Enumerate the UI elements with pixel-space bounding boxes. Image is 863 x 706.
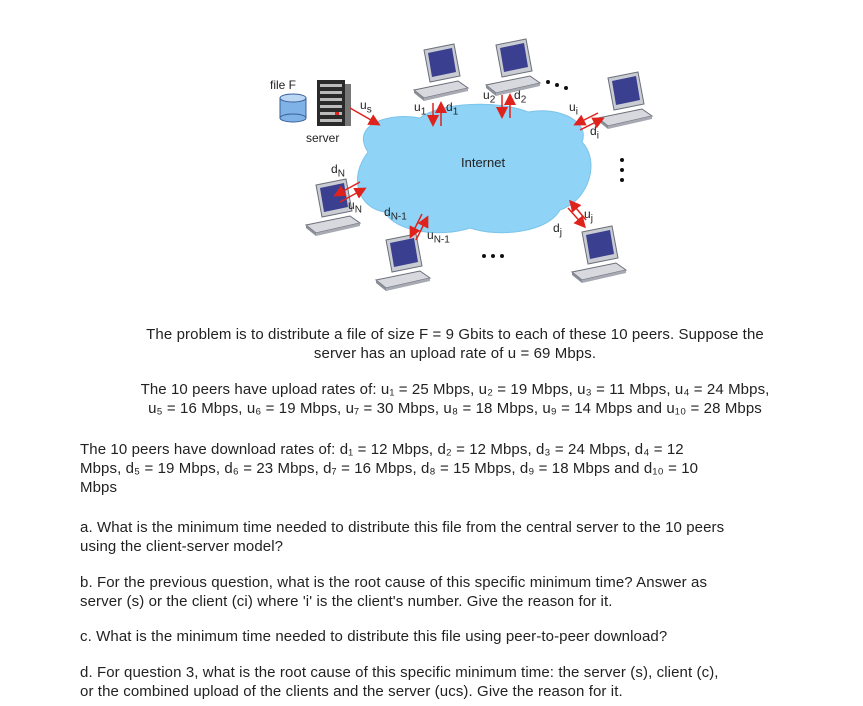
dn-label: $d_N$ [331, 162, 345, 180]
ui-label: $u_i$ [569, 100, 578, 118]
peer-j-laptop-icon [572, 226, 626, 283]
file-cylinder-icon [280, 94, 306, 122]
question-a [80, 518, 840, 556]
question-a-line-1: a. What is the minimum time needed to distribute this file from the central server to the 10 peers [80, 519, 725, 536]
download-line-3: Mbps [80, 479, 118, 496]
u2-label: $u_2$ [483, 88, 496, 106]
ellipsis-dots-top [546, 80, 568, 90]
peer-n1-laptop-icon [376, 234, 430, 291]
server-label: server [306, 131, 340, 145]
intro-paragraph [60, 325, 850, 363]
peer-1-laptop-icon [414, 44, 468, 101]
peer-i-laptop-icon [598, 72, 652, 129]
ellipsis-dots-bottom [482, 254, 504, 258]
d1-label: $d_1$ [446, 100, 459, 118]
question-a-line-2: using the client-server model? [80, 538, 284, 555]
dj-label: $d_j$ [553, 221, 562, 239]
u1-label: $u_1$ [414, 100, 427, 118]
question-d [80, 663, 840, 701]
un-label: $u_N$ [348, 198, 362, 216]
download-rates-paragraph [80, 440, 840, 497]
dj-arrow [568, 208, 584, 226]
dn1-label: $d_{N-1}$ [384, 205, 407, 223]
question-b [80, 573, 840, 611]
p2p-network-diagram [0, 0, 863, 300]
question-c [80, 627, 840, 646]
download-line-1: The 10 peers have download rates of: d₁ = 12 Mbps, d₂ = 12 Mbps, d₃ = 24 Mbps, d₄ = 12 [80, 441, 684, 458]
intro-line-2: server has an upload rate of u = 69 Mbps. [313, 345, 597, 362]
server-icon [317, 80, 351, 126]
internet-label: Internet [461, 155, 506, 170]
upload-rates-paragraph [60, 380, 850, 418]
question-c-line-1: c. What is the minimum time needed to distribute this file using peer-to-peer download? [80, 628, 668, 645]
un1-label: $u_{N-1}$ [427, 228, 450, 246]
d2-label: $d_2$ [514, 88, 527, 106]
uj-label: $u_j$ [584, 207, 593, 225]
ellipsis-dots-right [620, 158, 624, 182]
file-label: file F [270, 78, 297, 92]
di-label: $d_i$ [590, 124, 599, 142]
question-d-line-1: d. For question 3, what is the root cause of this specific minimum time: the server (s), client (c), [80, 664, 719, 681]
download-line-2: Mbps, d₅ = 19 Mbps, d₆ = 23 Mbps, d₇ = 16 Mbps, d₈ = 15 Mbps, d₉ = 18 Mbps and d₁₀ = 10 [80, 460, 699, 477]
upload-line-1: The 10 peers have upload rates of: u₁ = 25 Mbps, u₂ = 19 Mbps, u₃ = 11 Mbps, u₄ = 24 Mbps, [140, 381, 770, 398]
question-b-line-1: b. For the previous question, what is the root cause of this specific minimum time? Answer as [80, 574, 708, 591]
question-b-line-2: server (s) or the client (ci) where 'i' is the client's number. Give the reason for it. [80, 593, 613, 610]
question-d-line-2: or the combined upload of the clients and the server (ucs). Give the reason for it. [80, 683, 623, 700]
us-label: $u_s$ [360, 98, 372, 116]
intro-line-1: The problem is to distribute a file of size F = 9 Gbits to each of these 10 peers. Suppose the [146, 326, 764, 343]
upload-line-2: u₅ = 16 Mbps, u₆ = 19 Mbps, u₇ = 30 Mbps, u₈ = 18 Mbps, u₉ = 14 Mbps and u₁₀ = 28 Mbps [148, 400, 762, 417]
